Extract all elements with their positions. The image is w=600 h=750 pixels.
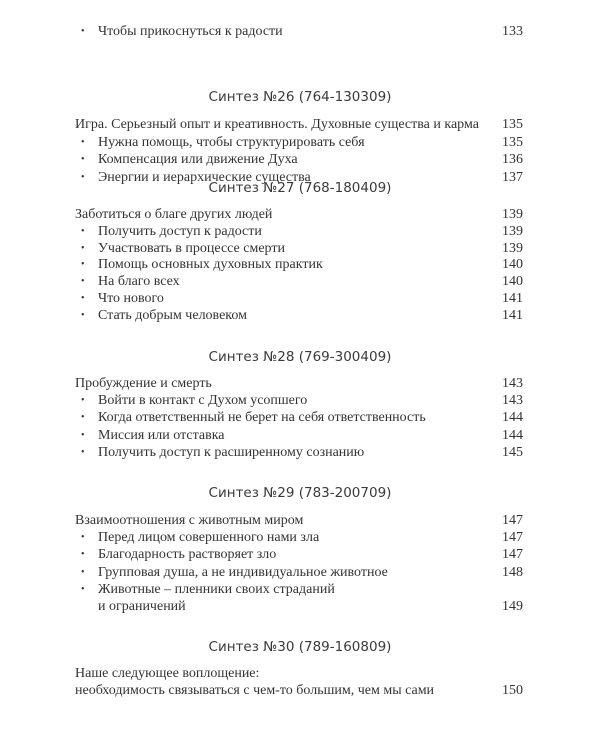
toc-subentry[interactable] — [75, 546, 523, 563]
section-entries — [75, 665, 523, 700]
toc-subentry[interactable] — [75, 564, 523, 581]
toc-entry[interactable] — [75, 207, 523, 224]
bullet-icon: • — [81, 136, 85, 148]
toc-entry[interactable] — [75, 375, 523, 392]
entry-title: Получить доступ к расширенному сознанию — [98, 444, 365, 460]
page-number: 139 — [502, 207, 523, 222]
page-number: 135 — [502, 134, 523, 150]
section-entries — [75, 375, 523, 461]
entry-title: Групповая душа, а не индивидуальное животное — [98, 564, 388, 580]
entry-title: необходимость связываться с чем-то большим, чем мы сами — [75, 683, 435, 699]
page-number: 140 — [502, 257, 523, 273]
bullet-icon: • — [81, 583, 85, 595]
bullet-icon: • — [81, 566, 85, 578]
bullet-icon: • — [81, 549, 85, 561]
bullet-icon: • — [81, 259, 85, 271]
bullet-icon: • — [81, 395, 85, 407]
toc-subentry[interactable] — [75, 241, 523, 258]
bullet-icon: • — [81, 171, 85, 183]
toc-subentry[interactable] — [75, 444, 523, 461]
page-number: 150 — [502, 683, 523, 699]
page-number: 141 — [502, 290, 523, 306]
page-number: 143 — [502, 393, 523, 409]
page-number: 144 — [502, 410, 523, 426]
section-heading: Синтез №27 (768-180409) — [208, 180, 392, 196]
page-number — [493, 665, 523, 682]
toc-subentry[interactable] — [75, 308, 523, 325]
bullet-icon: • — [81, 292, 85, 304]
bullet-icon: • — [81, 446, 85, 458]
page-number: 145 — [502, 444, 523, 460]
toc-entry[interactable] — [75, 665, 523, 682]
entry-title: Взаимоотношения с животным миром — [75, 513, 304, 528]
section-heading: Синтез №30 (789-160809) — [208, 639, 392, 655]
entry-title: Энергии и иерархические существа — [98, 169, 311, 185]
toc-subentry[interactable] — [75, 529, 523, 546]
entry-title: Компенсация или движение Духа — [98, 152, 298, 167]
page-number: 141 — [502, 307, 523, 323]
toc-subentry[interactable] — [75, 409, 523, 426]
page-number: 140 — [502, 274, 523, 290]
section-entries — [75, 23, 523, 40]
page-number: 133 — [502, 24, 523, 39]
entry-title: Пробуждение и смерть — [75, 376, 212, 391]
entry-title: Благодарность растворяет зло — [98, 547, 277, 563]
entry-title: Получить доступ к радости — [98, 223, 262, 239]
section-entries — [75, 207, 523, 325]
entry-title: Заботиться о благе других людей — [75, 207, 273, 222]
toc-entry[interactable] — [75, 512, 523, 529]
bullet-icon: • — [81, 154, 85, 165]
toc-subentry[interactable] — [75, 134, 523, 152]
entry-title: Что нового — [98, 290, 164, 306]
bullet-icon: • — [81, 26, 85, 37]
section-heading: Синтез №26 (764-130309) — [208, 89, 392, 105]
toc-subentry[interactable] — [75, 598, 523, 615]
toc-entry[interactable] — [75, 116, 523, 134]
page-number: 143 — [502, 376, 523, 391]
toc-subentry[interactable] — [75, 392, 523, 409]
page-number: 139 — [502, 240, 523, 256]
entry-title: Войти в контакт с Духом усопшего — [98, 393, 308, 409]
toc-subentry[interactable] — [75, 274, 523, 291]
page-number: 136 — [502, 152, 523, 167]
page-number: 147 — [502, 513, 523, 528]
entry-title: Стать добрым человеком — [98, 307, 247, 323]
page-number: 135 — [502, 117, 523, 132]
toc-subentry[interactable] — [75, 23, 523, 40]
bullet-icon: • — [81, 276, 85, 288]
entry-title: На благо всех — [98, 274, 180, 290]
section-entries — [75, 116, 523, 186]
entry-title: и ограничений — [98, 599, 186, 615]
bullet-icon: • — [81, 532, 85, 544]
entry-title: Когда ответственный не берет на себя ответственность — [98, 410, 426, 426]
toc-entry[interactable] — [75, 682, 523, 699]
entry-title: Участвовать в процессе смерти — [98, 240, 285, 256]
bullet-icon: • — [81, 309, 85, 321]
entry-title: Миссия или отставка — [98, 427, 225, 443]
toc-subentry[interactable] — [75, 427, 523, 444]
entry-title: Чтобы прикоснуться к радости — [98, 24, 283, 39]
page-number: 147 — [502, 547, 523, 563]
toc-subentry[interactable] — [75, 224, 523, 241]
section-entries — [75, 512, 523, 615]
page-number — [493, 581, 523, 598]
page-number: 137 — [502, 169, 523, 185]
toc-subentry[interactable] — [75, 581, 523, 598]
toc-subentry[interactable] — [75, 257, 523, 274]
entry-title: Перед лицом совершенного нами зла — [98, 530, 320, 546]
section-heading: Синтез №29 (783-200709) — [208, 485, 392, 501]
toc-subentry[interactable] — [75, 291, 523, 308]
entry-title: Помощь основных духовных практик — [98, 257, 323, 273]
entry-title: Игра. Серьезный опыт и креативность. Духовные существа и карма — [75, 117, 479, 132]
section-heading: Синтез №28 (769-300409) — [208, 349, 392, 365]
page-number: 144 — [502, 427, 523, 443]
page-number: 139 — [502, 223, 523, 239]
bullet-icon: • — [81, 412, 85, 424]
bullet-icon: • — [81, 242, 85, 254]
page-number: 148 — [502, 564, 523, 580]
entry-title: Наше следующее воплощение: — [75, 666, 260, 681]
entry-title: Животные – пленники своих страданий — [98, 581, 335, 597]
entry-title: Нужна помощь, чтобы структурировать себя — [98, 134, 365, 150]
page-number: 149 — [502, 599, 523, 615]
page-number: 147 — [502, 530, 523, 546]
toc-subentry[interactable] — [75, 151, 523, 169]
bullet-icon: • — [81, 225, 85, 237]
bullet-icon: • — [81, 429, 85, 441]
